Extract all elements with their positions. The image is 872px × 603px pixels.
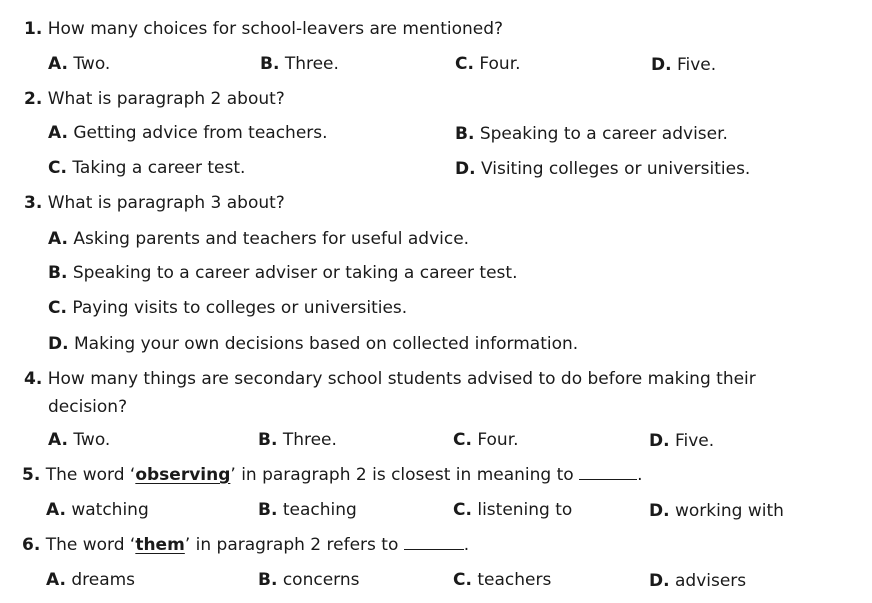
question-6 xyxy=(22,534,469,556)
question-text-line1: How many things are secondary school students advised to do before making their xyxy=(47,369,756,389)
option-letter: D. xyxy=(455,159,476,179)
option-1a[interactable] xyxy=(48,53,110,75)
question-4-continued xyxy=(48,396,127,418)
question-keyword: them xyxy=(135,535,185,555)
question-number: 5. xyxy=(22,465,41,485)
question-number: 2. xyxy=(24,89,43,109)
option-letter: C. xyxy=(453,500,472,520)
option-letter: C. xyxy=(48,298,67,318)
option-text: Getting advice from teachers. xyxy=(73,123,328,143)
option-letter: B. xyxy=(258,430,278,450)
option-text: Speaking to a career adviser. xyxy=(479,124,728,144)
question-keyword: observing xyxy=(135,465,231,485)
option-4c[interactable] xyxy=(453,429,519,451)
option-6d[interactable] xyxy=(649,570,746,592)
option-5c[interactable] xyxy=(453,499,572,521)
option-2d[interactable] xyxy=(455,158,750,180)
option-3b[interactable] xyxy=(48,262,517,284)
option-letter: D. xyxy=(649,501,670,521)
option-text: working with xyxy=(674,501,784,521)
option-3c[interactable] xyxy=(48,297,407,319)
option-letter: A. xyxy=(48,229,68,249)
question-4 xyxy=(24,368,756,390)
option-text: Five. xyxy=(676,55,717,75)
answer-blank[interactable] xyxy=(579,465,637,480)
option-text: advisers xyxy=(674,571,747,591)
question-1 xyxy=(24,18,503,40)
option-1c[interactable] xyxy=(455,53,521,75)
option-6a[interactable] xyxy=(46,569,135,591)
option-letter: A. xyxy=(46,500,66,520)
option-letter: B. xyxy=(260,54,280,74)
option-text: Making your own decisions based on collected information. xyxy=(73,334,579,354)
question-number: 4. xyxy=(24,369,43,389)
option-text: Four. xyxy=(477,430,519,450)
option-text: watching xyxy=(71,500,149,520)
option-5d[interactable] xyxy=(649,500,784,522)
option-4d[interactable] xyxy=(649,430,714,452)
option-letter: D. xyxy=(651,55,672,75)
question-text-end: . xyxy=(637,465,643,485)
option-1d[interactable] xyxy=(651,54,716,76)
option-text: listening to xyxy=(477,500,573,520)
option-5a[interactable] xyxy=(46,499,149,521)
option-text: Five. xyxy=(674,431,715,451)
option-letter: B. xyxy=(455,124,475,144)
question-text-end: . xyxy=(463,535,470,555)
question-text: How many choices for school-leavers are mentioned? xyxy=(47,19,504,39)
option-text: concerns xyxy=(282,570,360,590)
option-letter: B. xyxy=(48,263,68,283)
option-text: Visiting colleges or universities. xyxy=(480,159,751,179)
option-letter: A. xyxy=(48,123,68,143)
question-text-before: The word ‘ xyxy=(45,535,136,555)
option-2b[interactable] xyxy=(455,123,728,145)
question-text-before: The word ‘ xyxy=(45,465,136,485)
question-text: What is paragraph 3 about? xyxy=(47,193,285,213)
option-text: Four. xyxy=(479,54,521,74)
option-text: teaching xyxy=(282,500,357,520)
option-text: Three. xyxy=(284,54,339,74)
option-5b[interactable] xyxy=(258,499,357,521)
question-text-line2: decision? xyxy=(48,397,128,417)
option-6b[interactable] xyxy=(258,569,359,591)
question-number: 6. xyxy=(22,535,41,555)
answer-blank[interactable] xyxy=(404,535,464,550)
option-3d[interactable] xyxy=(48,333,578,355)
question-number: 1. xyxy=(24,19,43,39)
option-letter: D. xyxy=(48,334,69,354)
question-number: 3. xyxy=(24,193,43,213)
option-text: Taking a career test. xyxy=(72,158,246,178)
option-letter: C. xyxy=(453,430,472,450)
option-4b[interactable] xyxy=(258,429,337,451)
question-text-after: ’ in paragraph 2 is closest in meaning to xyxy=(230,465,574,485)
option-text: dreams xyxy=(71,570,136,590)
question-5 xyxy=(22,464,642,486)
option-letter: C. xyxy=(453,570,472,590)
option-text: Speaking to a career adviser or taking a career test. xyxy=(72,263,518,283)
question-text-after: ’ in paragraph 2 refers to xyxy=(184,535,399,555)
option-letter: A. xyxy=(48,54,68,74)
question-text: What is paragraph 2 about? xyxy=(47,89,285,109)
option-letter: B. xyxy=(258,500,278,520)
option-text: teachers xyxy=(477,570,552,590)
option-2c[interactable] xyxy=(48,157,245,179)
option-text: Two. xyxy=(73,430,111,450)
question-2 xyxy=(24,88,285,110)
option-text: Three. xyxy=(282,430,337,450)
option-6c[interactable] xyxy=(453,569,551,591)
option-letter: B. xyxy=(258,570,278,590)
question-3 xyxy=(24,192,285,214)
option-letter: A. xyxy=(48,430,68,450)
option-4a[interactable] xyxy=(48,429,110,451)
option-text: Asking parents and teachers for useful advice. xyxy=(73,229,470,249)
option-2a[interactable] xyxy=(48,122,328,144)
option-text: Two. xyxy=(73,54,111,74)
option-letter: A. xyxy=(46,570,66,590)
option-letter: D. xyxy=(649,431,670,451)
option-letter: D. xyxy=(649,571,670,591)
option-3a[interactable] xyxy=(48,228,469,250)
option-1b[interactable] xyxy=(260,53,339,75)
option-letter: C. xyxy=(455,54,474,74)
option-text: Paying visits to colleges or universities. xyxy=(72,298,408,318)
option-letter: C. xyxy=(48,158,67,178)
